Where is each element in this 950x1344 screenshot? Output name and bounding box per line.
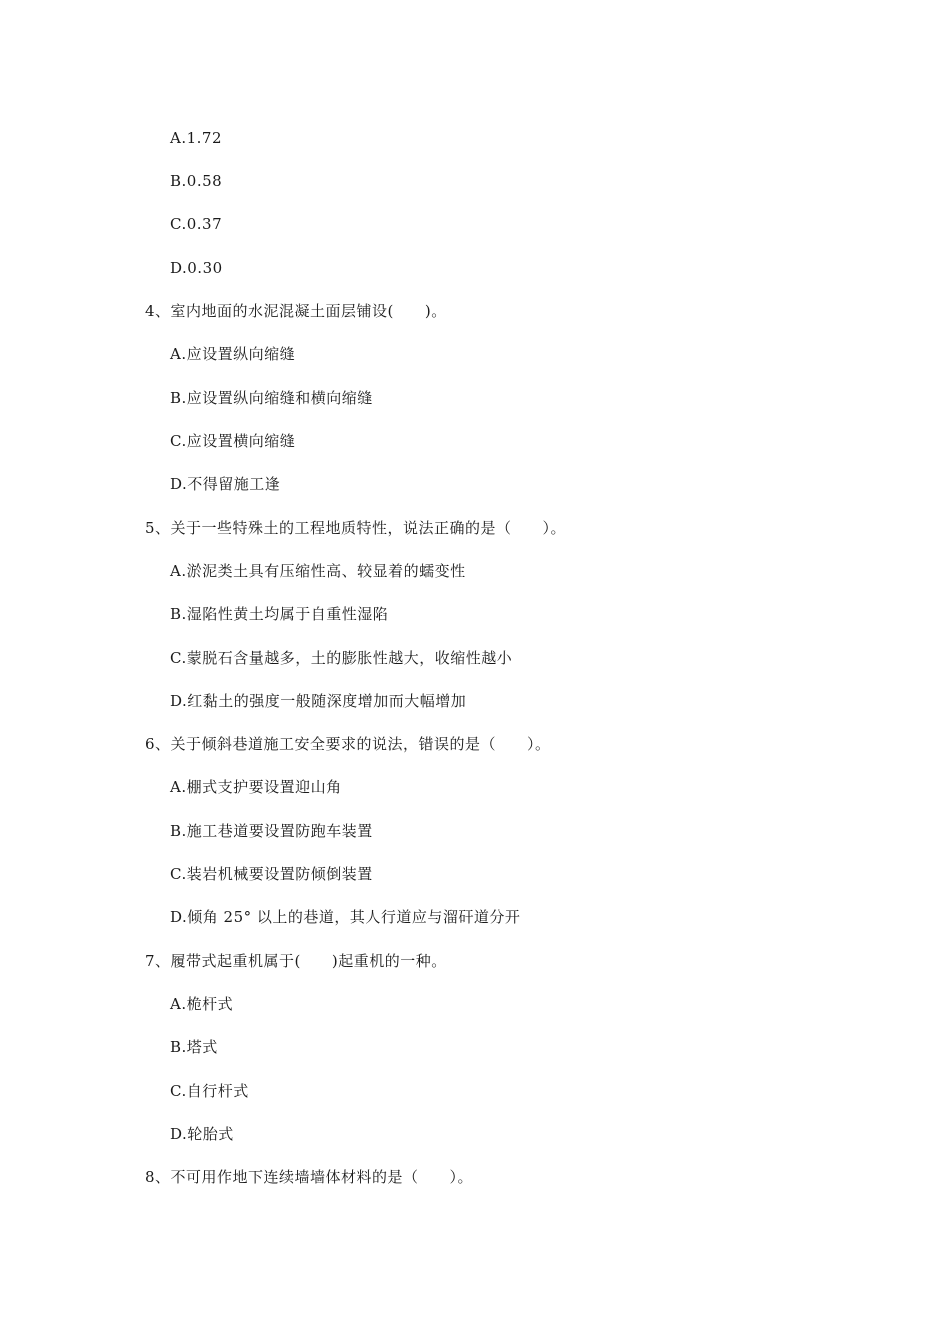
q8-stem: 8、不可用作地下连续墙墙体材料的是（ ）。 (145, 1168, 474, 1186)
q4-stem: 4、室内地面的水泥混凝土面层铺设( )。 (145, 302, 447, 320)
q6-option-a: A.棚式支护要设置迎山角 (170, 778, 342, 796)
q4-option-c: C.应设置横向缩缝 (170, 432, 296, 450)
q4-option-a: A.应设置纵向缩缝 (170, 345, 296, 363)
q4-option-b: B.应设置纵向缩缝和横向缩缝 (170, 389, 373, 407)
q7-option-a: A.桅杆式 (170, 995, 234, 1013)
q6-option-c: C.装岩机械要设置防倾倒装置 (170, 865, 373, 883)
q3-option-a: A.1.72 (170, 129, 222, 147)
q5-option-a: A.淤泥类土具有压缩性高、较显着的蠕变性 (170, 562, 466, 580)
q7-stem: 7、履带式起重机属于( )起重机的一种。 (145, 952, 447, 970)
q5-option-c: C.蒙脱石含量越多，土的膨胀性越大，收缩性越小 (170, 649, 513, 667)
q3-option-c: C.0.37 (170, 215, 223, 233)
q5-option-b: B.湿陷性黄土均属于自重性湿陷 (170, 605, 389, 623)
q6-option-b: B.施工巷道要设置防跑车装置 (170, 822, 373, 840)
q5-option-d: D.红黏土的强度一般随深度增加而大幅增加 (170, 692, 467, 710)
q7-option-c: C.自行杆式 (170, 1082, 249, 1100)
q5-stem: 5、关于一些特殊土的工程地质特性，说法正确的是（ ）。 (145, 519, 567, 537)
q6-stem: 6、关于倾斜巷道施工安全要求的说法，错误的是（ ）。 (145, 735, 551, 753)
q3-option-d: D.0.30 (170, 259, 223, 277)
q6-option-d: D.倾角 25° 以上的巷道，其人行道应与溜矸道分开 (170, 908, 521, 926)
q3-option-b: B.0.58 (170, 172, 223, 190)
q4-option-d: D.不得留施工逢 (170, 475, 281, 493)
q7-option-b: B.塔式 (170, 1038, 218, 1056)
q7-option-d: D.轮胎式 (170, 1125, 234, 1143)
